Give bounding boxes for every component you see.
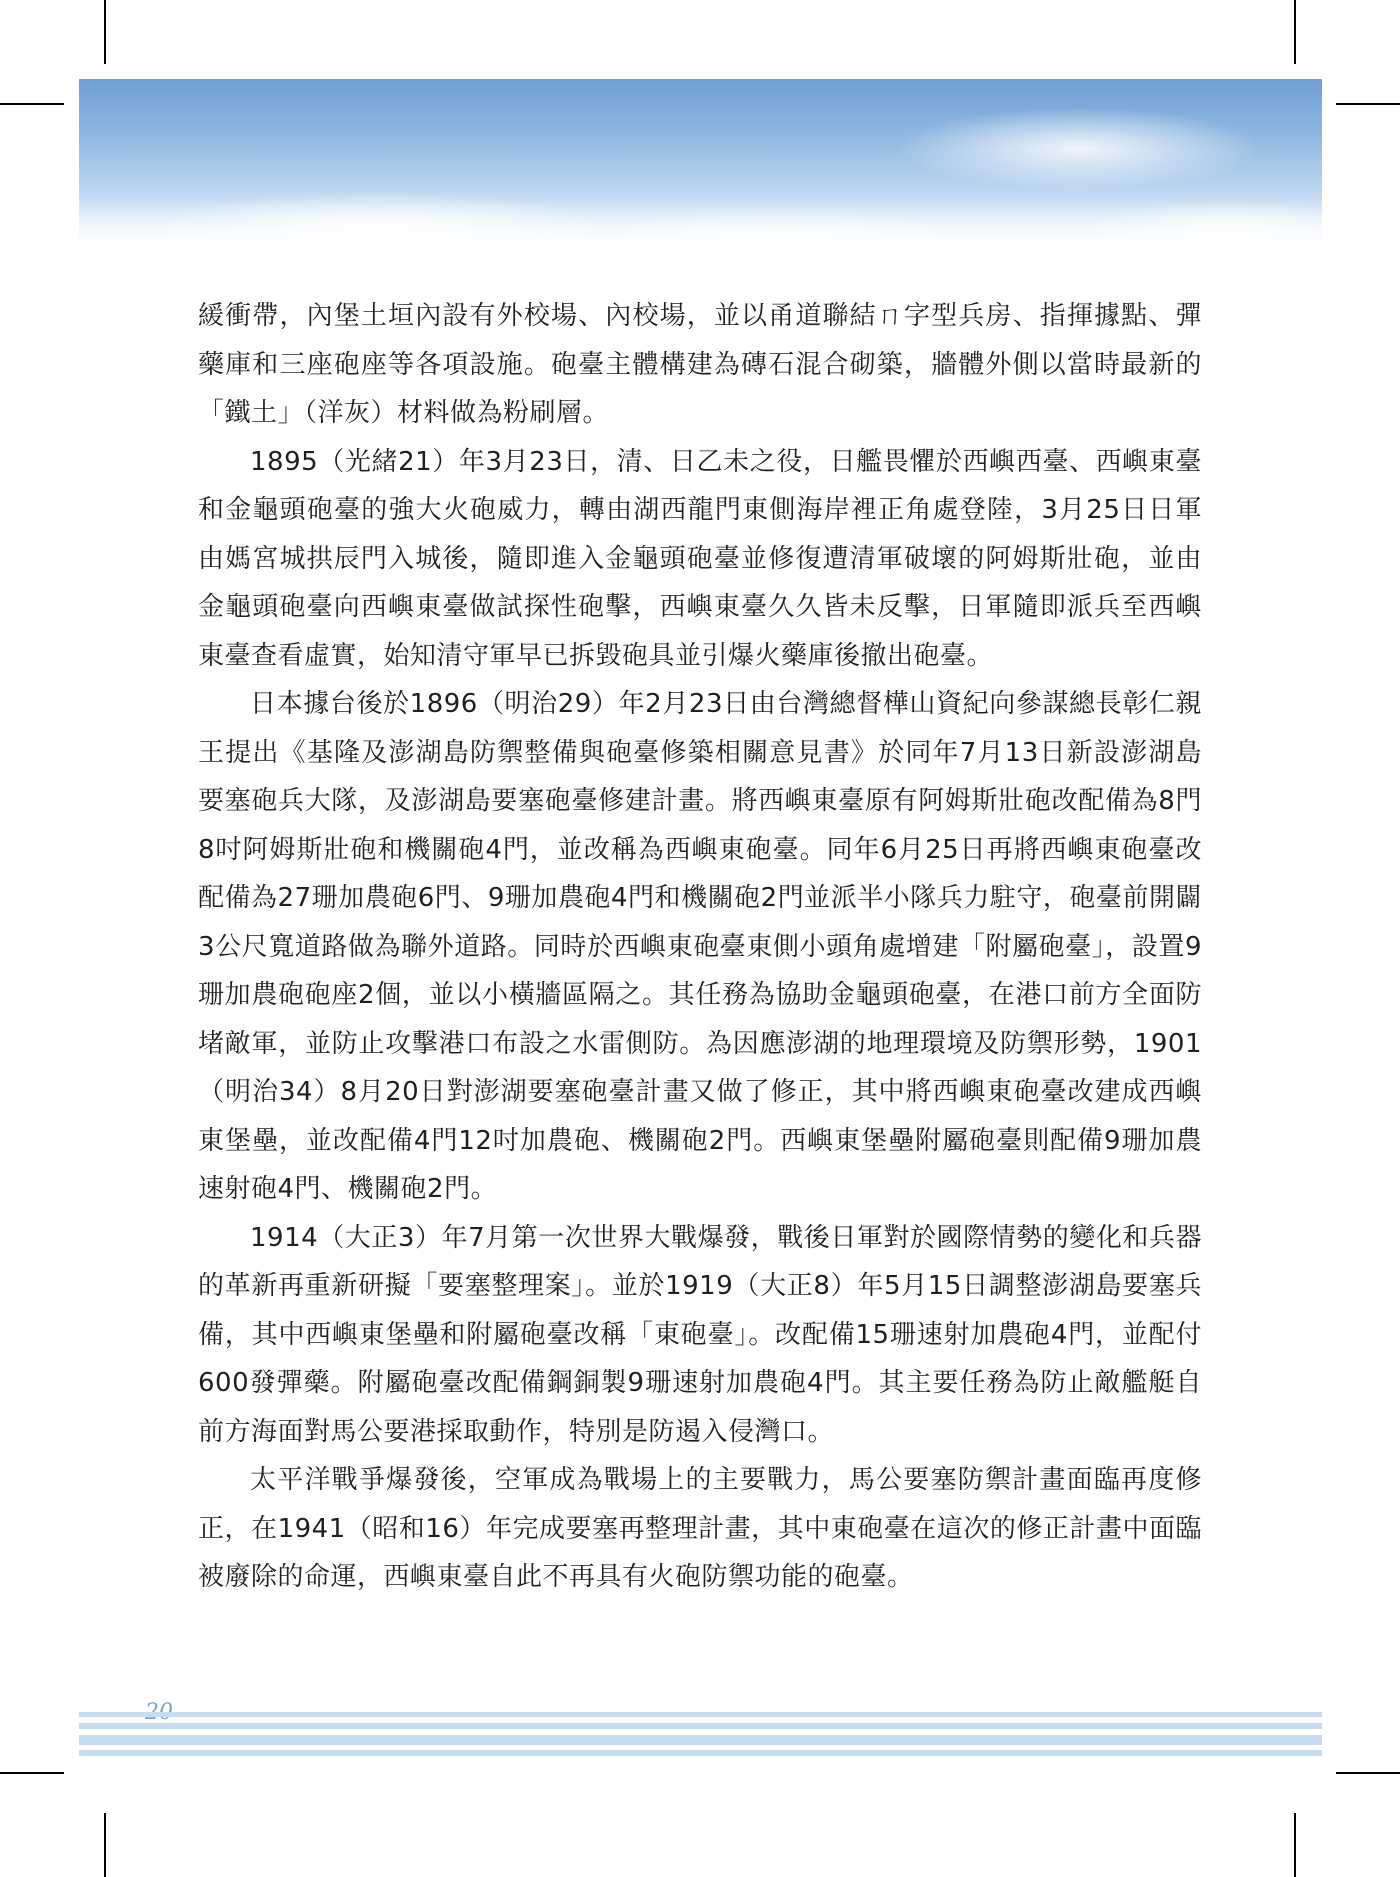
crop-mark-top-right-horizontal bbox=[1336, 103, 1400, 105]
footer-stripe-1 bbox=[79, 1712, 1322, 1717]
paragraph-3: 日本據台後於1896（明治29）年2月23日由台灣總督樺山資紀向參謀總長彰仁親王提出《基隆及澎湖島防禦整備與砲臺修築相關意見書》於同年7月13日新設澎湖島要塞砲兵大隊，及澎湖島要塞砲臺修建計畫。將西嶼東臺原有阿姆斯壯砲改配備為8門8吋阿姆斯壯砲和機關砲4門，並改稱為西嶼東砲臺。同年6月25日再將西嶼東砲臺改配備為27珊加農砲6門、9珊加農砲4門和機關砲2門並派半小隊兵力駐守，砲臺前開闢3公尺寬道路做為聯外道路。同時於西嶼東砲臺東側小頭角處增建「附屬砲臺」，設置9珊加農砲砲座2個，並以小橫牆區隔之。其任務為協助金龜頭砲臺，在港口前方全面防堵敵軍，並防止攻擊港口布設之水雷側防。為因應澎湖的地理環境及防禦形勢，1901（明治34）8月20日對澎湖要塞砲臺計畫又做了修正，其中將西嶼東砲臺改建成西嶼東堡壘，並改配備4門12吋加農砲、機關砲2門。西嶼東堡壘附屬砲臺則配備9珊加農速射砲4門、機關砲2門。 bbox=[198, 689, 1202, 1204]
crop-mark-bottom-right-horizontal bbox=[1336, 1772, 1400, 1774]
crop-mark-bottom-left-vertical bbox=[104, 1813, 106, 1877]
crop-mark-top-left-horizontal bbox=[0, 103, 64, 105]
body-text bbox=[198, 292, 1202, 1602]
footer-stripe-3 bbox=[79, 1735, 1322, 1745]
crop-mark-bottom-left-horizontal bbox=[0, 1772, 64, 1774]
footer-stripe-4 bbox=[79, 1750, 1322, 1756]
sky-header-fade bbox=[79, 200, 1322, 260]
crop-mark-top-left-vertical bbox=[104, 0, 106, 64]
crop-mark-bottom-right-vertical bbox=[1294, 1813, 1296, 1877]
crop-mark-top-right-vertical bbox=[1294, 0, 1296, 64]
footer-stripe-2 bbox=[79, 1723, 1322, 1729]
paragraph-5: 太平洋戰爭爆發後，空軍成為戰場上的主要戰力，馬公要塞防禦計畫面臨再度修正，在1941（昭和16）年完成要塞再整理計畫，其中東砲臺在這次的修正計畫中面臨被廢除的命運，西嶼東臺自此不再具有火砲防禦功能的砲臺。 bbox=[198, 1465, 1202, 1592]
paragraph-1: 緩衝帶，內堡土垣內設有外校場、內校場，並以甬道聯結ㄇ字型兵房、指揮據點、彈藥庫和三座砲座等各項設施。砲臺主體構建為磚石混合砌築，牆體外側以當時最新的「鐵土」（洋灰）材料做為粉刷層。 bbox=[198, 301, 1202, 428]
paragraph-4: 1914（大正3）年7月第一次世界大戰爆發，戰後日軍對於國際情勢的變化和兵器的革新再重新研擬「要塞整理案」。並於1919（大正8）年5月15日調整澎湖島要塞兵備，其中西嶼東堡壘和附屬砲臺改稱「東砲臺」。改配備15珊速射加農砲4門，並配付600發彈藥。附屬砲臺改配備鋼銅製9珊速射加農砲4門。其主要任務為防止敵艦艇自前方海面對馬公要港採取動作，特別是防遏入侵灣口。 bbox=[198, 1222, 1202, 1447]
paragraph-2: 1895（光緒21）年3月23日，清、日乙未之役，日艦畏懼於西嶼西臺、西嶼東臺和金龜頭砲臺的強大火砲威力，轉由湖西龍門東側海岸裡正角處登陸，3月25日日軍由媽宮城拱辰門入城後，隨即進入金龜頭砲臺並修復遭清軍破壞的阿姆斯壯砲，並由金龜頭砲臺向西嶼東臺做試探性砲擊，西嶼東臺久久皆未反擊，日軍隨即派兵至西嶼東臺查看虛實，始知清守軍早已拆毀砲具並引爆火藥庫後撤出砲臺。 bbox=[198, 446, 1202, 671]
